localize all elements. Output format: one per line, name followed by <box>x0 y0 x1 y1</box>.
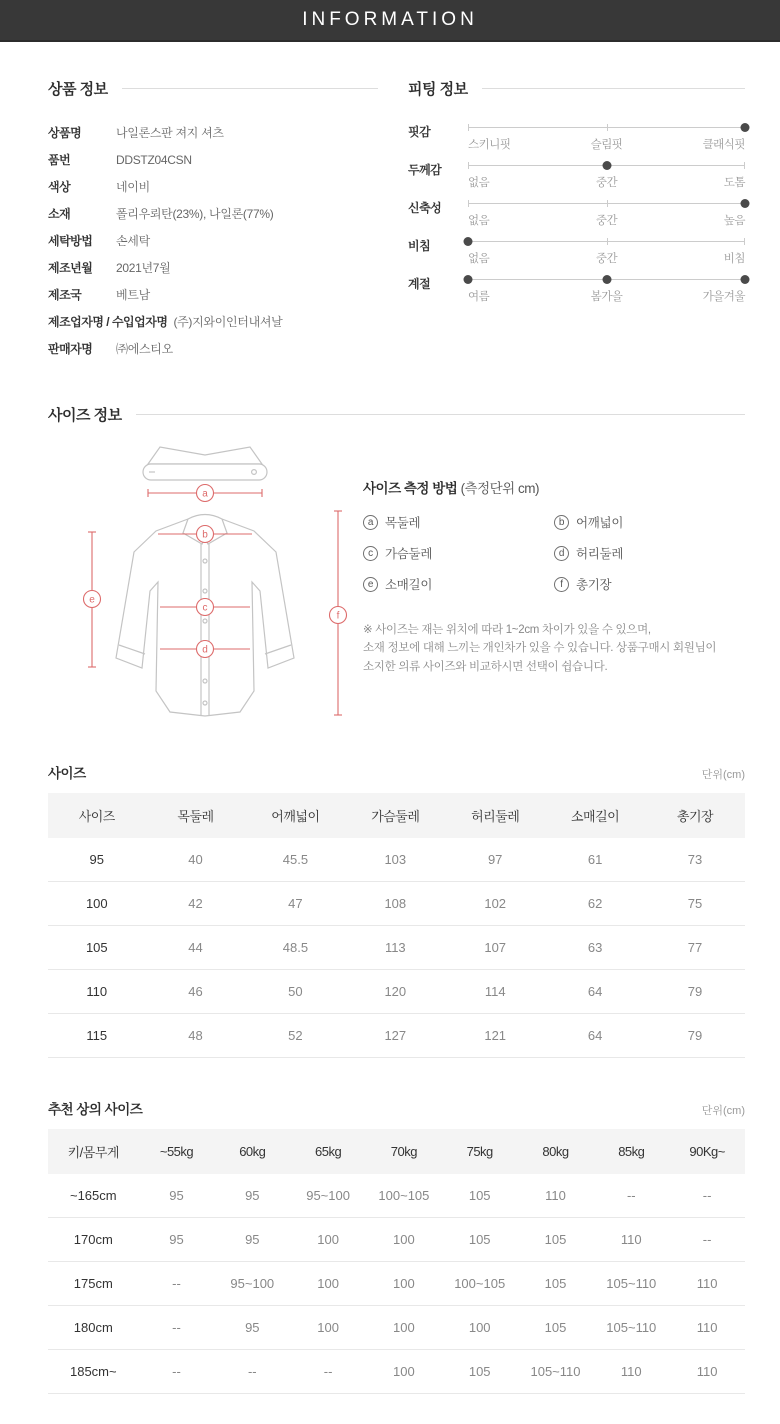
table-cell: -- <box>669 1174 745 1218</box>
fitting-option-label: 중간 <box>595 215 618 227</box>
fitting-option-label: 비침 <box>723 253 745 265</box>
legend-label: 총기장 <box>576 578 612 592</box>
table-cell: 105 <box>442 1218 518 1262</box>
table-header-row <box>48 1129 745 1174</box>
product-info-header <box>48 78 378 99</box>
slider-tick <box>607 200 608 207</box>
slider-dot <box>602 275 611 284</box>
table-cell: 61 <box>545 838 645 882</box>
table-cell: 40 <box>146 838 246 882</box>
fitting-option-labels <box>468 250 745 265</box>
fitting-info-title: 피팅 정보 <box>408 81 468 98</box>
table-cell: 105 <box>518 1306 594 1350</box>
table-cell: 79 <box>645 970 745 1014</box>
table-cell: 79 <box>645 1014 745 1058</box>
slider-dot <box>464 275 473 284</box>
table-cell: -- <box>214 1350 290 1394</box>
divider-line <box>482 88 745 89</box>
table-row <box>48 1218 745 1262</box>
table-cell: 64 <box>545 1014 645 1058</box>
slider-dot <box>741 123 750 132</box>
product-info-label: 제조업자명 / 수입업자명 <box>48 314 168 329</box>
table-row-header-cell: 100 <box>48 882 146 926</box>
table-cell: 102 <box>445 882 545 926</box>
legend-key-circle-b: b <box>554 515 569 530</box>
fitting-slider-track <box>468 123 745 133</box>
table-cell: -- <box>290 1350 366 1394</box>
slider-dot <box>741 199 750 208</box>
fitting-category-label: 두께감 <box>408 163 442 177</box>
legend-item <box>363 544 554 562</box>
table-cell: 110 <box>669 1306 745 1350</box>
information-header-bar <box>0 0 780 42</box>
product-info-label: 제조년월 <box>48 260 93 275</box>
table-row <box>48 838 745 882</box>
table-cell: 48 <box>146 1014 246 1058</box>
table-cell: 100 <box>366 1350 442 1394</box>
table-column-header: 총기장 <box>645 793 745 838</box>
fitting-slider <box>468 161 745 189</box>
measure-b-letter: b <box>202 529 208 541</box>
table-cell: 64 <box>545 970 645 1014</box>
product-info-row <box>48 335 378 362</box>
table-row-header-cell: ~165cm <box>48 1174 139 1218</box>
table-row <box>48 1306 745 1350</box>
table-row <box>48 1350 745 1394</box>
table-cell: 120 <box>345 970 445 1014</box>
product-info-label: 제조국 <box>48 287 82 302</box>
page-title: INFORMATION <box>302 9 478 30</box>
table-cell: 100 <box>290 1306 366 1350</box>
fitting-slider <box>468 199 745 227</box>
fitting-option-label: 슬림핏 <box>590 139 623 151</box>
table-column-header: 80kg <box>518 1129 594 1174</box>
table-cell: 63 <box>545 926 645 970</box>
product-info-label: 품번 <box>48 152 71 167</box>
product-info-row <box>48 227 378 254</box>
fitting-category-label: 비침 <box>408 239 431 253</box>
product-info-value: ㈜에스티오 <box>116 341 173 356</box>
divider-line <box>136 414 745 415</box>
product-info-row <box>48 200 378 227</box>
table-cell: 105 <box>442 1350 518 1394</box>
table-cell: 121 <box>445 1014 545 1058</box>
size-table-head <box>48 762 745 782</box>
table-cell: 52 <box>245 1014 345 1058</box>
table-row-header-cell: 180cm <box>48 1306 139 1350</box>
table-cell: 95~100 <box>290 1174 366 1218</box>
table-cell: 50 <box>245 970 345 1014</box>
table-row <box>48 970 745 1014</box>
fitting-option-label: 도톰 <box>723 177 745 189</box>
product-info-value: 2021년7월 <box>116 260 171 275</box>
legend-key-circle-a: a <box>363 515 378 530</box>
table-column-header: 60kg <box>214 1129 290 1174</box>
product-info-row <box>48 173 378 200</box>
legend-label: 목둘레 <box>385 516 421 530</box>
size-table-unit: 단위(cm) <box>701 769 745 781</box>
page-content <box>0 78 780 1424</box>
measure-d-letter: d <box>202 644 208 656</box>
legend-label: 허리둘레 <box>576 547 624 561</box>
product-info-label: 판매자명 <box>48 341 93 356</box>
table-row <box>48 1174 745 1218</box>
table-row-header-cell: 110 <box>48 970 146 1014</box>
shirt-diagram-wrap <box>48 439 363 722</box>
measure-method-title <box>363 477 745 497</box>
table-cell: 110 <box>669 1262 745 1306</box>
fitting-rows <box>408 123 745 303</box>
fitting-option-label: 없음 <box>468 177 490 189</box>
fitting-row <box>408 237 745 265</box>
table-cell: 100~105 <box>366 1174 442 1218</box>
table-row-header-cell: 95 <box>48 838 146 882</box>
table-cell: 77 <box>645 926 745 970</box>
slider-tick <box>744 162 745 169</box>
table-column-header: 허리둘레 <box>445 793 545 838</box>
table-cell: 46 <box>146 970 246 1014</box>
table-cell: 100 <box>290 1218 366 1262</box>
table-cell: 105 <box>518 1262 594 1306</box>
table-cell: 48.5 <box>245 926 345 970</box>
fitting-row <box>408 123 745 151</box>
fitting-option-label: 봄가을 <box>590 291 623 303</box>
table-cell: 110 <box>669 1350 745 1394</box>
table-column-header: 70kg <box>366 1129 442 1174</box>
table-cell: 62 <box>545 882 645 926</box>
fitting-row <box>408 275 745 303</box>
product-info-value: 네이비 <box>116 179 150 194</box>
product-info-value: 나일론스판 져지 셔츠 <box>116 125 224 140</box>
slider-tick <box>744 238 745 245</box>
recommend-table-unit: 단위(cm) <box>701 1105 745 1117</box>
table-cell: 95 <box>214 1218 290 1262</box>
recommend-table-head <box>48 1098 745 1118</box>
product-info-title: 상품 정보 <box>48 81 108 98</box>
table-row <box>48 882 745 926</box>
table-cell: 100 <box>366 1218 442 1262</box>
table-column-header: 어깨넓이 <box>245 793 345 838</box>
table-cell: 95 <box>139 1218 215 1262</box>
product-info-label: 색상 <box>48 179 71 194</box>
table-cell: 105 <box>442 1174 518 1218</box>
table-row <box>48 926 745 970</box>
table-cell: -- <box>139 1262 215 1306</box>
table-cell: -- <box>593 1174 669 1218</box>
table-cell: 114 <box>445 970 545 1014</box>
product-info-section <box>48 78 378 362</box>
fitting-slider-track <box>468 199 745 209</box>
table-cell: 45.5 <box>245 838 345 882</box>
table-column-header: 가슴둘레 <box>345 793 445 838</box>
fitting-option-label: 스키니핏 <box>468 139 511 151</box>
product-info-value: 폴리우뢰탄(23%), 나일론(77%) <box>116 206 274 221</box>
table-column-header: 65kg <box>290 1129 366 1174</box>
table-column-header: ~55kg <box>139 1129 215 1174</box>
fitting-option-labels <box>468 288 745 303</box>
divider-line <box>122 88 378 89</box>
table-cell: 97 <box>445 838 545 882</box>
fitting-slider-track <box>468 161 745 171</box>
top-sections <box>48 78 745 362</box>
fitting-row <box>408 199 745 227</box>
product-info-label: 세탁방법 <box>48 233 93 248</box>
fitting-option-labels <box>468 174 745 189</box>
slider-tick <box>468 124 469 131</box>
fitting-slider <box>468 237 745 265</box>
product-info-row <box>48 254 378 281</box>
table-row-header-cell: 115 <box>48 1014 146 1058</box>
fitting-option-label: 여름 <box>468 291 490 303</box>
size-note-line: 소지한 의류 사이즈와 비교하시면 선택이 쉽습니다. <box>363 660 608 673</box>
table-cell: 47 <box>245 882 345 926</box>
table-cell: 110 <box>518 1174 594 1218</box>
table-cell: 42 <box>146 882 246 926</box>
table-cell: 103 <box>345 838 445 882</box>
table-cell: 107 <box>445 926 545 970</box>
table-row-header-cell: 185cm~ <box>48 1350 139 1394</box>
table-cell: 95 <box>214 1174 290 1218</box>
fitting-info-section <box>408 78 745 362</box>
table-cell: 95 <box>139 1174 215 1218</box>
measure-method-unit: (측정단위 cm) <box>460 481 539 496</box>
table-row-header-cell: 175cm <box>48 1262 139 1306</box>
product-info-row <box>48 308 378 335</box>
fitting-option-label: 높음 <box>723 215 745 227</box>
table-row <box>48 1262 745 1306</box>
fitting-option-labels <box>468 212 745 227</box>
fitting-slider <box>468 123 745 151</box>
table-cell: 100 <box>290 1262 366 1306</box>
product-info-row <box>48 119 378 146</box>
fitting-category-label: 신축성 <box>408 201 442 215</box>
fitting-option-label: 없음 <box>468 253 490 265</box>
table-cell: 100 <box>366 1306 442 1350</box>
size-note <box>363 621 745 676</box>
measure-a-letter: a <box>202 488 208 500</box>
collar-top-outline <box>148 447 262 464</box>
legend-item <box>554 575 745 593</box>
product-info-label: 상품명 <box>48 125 82 140</box>
table-cell: 100 <box>442 1306 518 1350</box>
table-column-header: 키/몸무게 <box>48 1129 139 1174</box>
table-cell: 105~110 <box>518 1350 594 1394</box>
slider-dot <box>464 237 473 246</box>
table-cell: 105 <box>518 1218 594 1262</box>
product-info-rows <box>48 119 378 362</box>
fitting-row <box>408 161 745 189</box>
fitting-category-label: 핏감 <box>408 125 431 139</box>
product-info-value: (주)지와이인터내셔날 <box>173 314 283 329</box>
fitting-category-label: 계절 <box>408 277 431 291</box>
size-info-section <box>48 404 745 722</box>
measure-f-letter: f <box>336 610 340 622</box>
shirt-diagram <box>48 439 363 717</box>
legend-key-circle-e: e <box>363 577 378 592</box>
slider-dot <box>602 161 611 170</box>
collar-band-outline <box>143 464 267 480</box>
table-row-header-cell: 170cm <box>48 1218 139 1262</box>
product-info-value: DDSTZ04CSN <box>116 152 192 167</box>
legend-item <box>363 513 554 531</box>
fitting-option-label: 없음 <box>468 215 490 227</box>
legend-label: 소매길이 <box>385 578 433 592</box>
size-table-title: 사이즈 <box>48 766 86 781</box>
table-cell: -- <box>139 1350 215 1394</box>
measure-method-title-text: 사이즈 측정 방법 <box>363 481 458 496</box>
legend-key-circle-c: c <box>363 546 378 561</box>
slider-tick <box>468 200 469 207</box>
table-cell: 105~110 <box>593 1306 669 1350</box>
product-info-value: 손세탁 <box>116 233 150 248</box>
legend-label: 가슴둘레 <box>385 547 433 561</box>
slider-dot <box>741 275 750 284</box>
table-cell: 75 <box>645 882 745 926</box>
table-cell: 108 <box>345 882 445 926</box>
table-cell: 100~105 <box>442 1262 518 1306</box>
fitting-option-label: 중간 <box>595 177 618 189</box>
table-cell: 110 <box>593 1350 669 1394</box>
table-cell: -- <box>669 1218 745 1262</box>
measure-method <box>363 439 745 722</box>
size-info-header <box>48 404 745 425</box>
table-row <box>48 1014 745 1058</box>
recommend-table-title: 추천 상의 사이즈 <box>48 1102 143 1117</box>
product-info-row <box>48 146 378 173</box>
fitting-slider-track <box>468 237 745 247</box>
table-header-row <box>48 793 745 838</box>
table-cell: 95 <box>214 1306 290 1350</box>
table-cell: 105~110 <box>593 1262 669 1306</box>
fitting-option-label: 클래식핏 <box>702 139 745 151</box>
product-info-value: 베트남 <box>116 287 150 302</box>
table-column-header: 목둘레 <box>146 793 246 838</box>
measure-legend <box>363 513 745 593</box>
size-note-line: 소재 정보에 대해 느끼는 개인차가 있을 수 있습니다. 상품구매시 회원님이 <box>363 642 717 655</box>
size-table <box>48 793 745 1058</box>
recommend-table <box>48 1129 745 1394</box>
table-column-header: 75kg <box>442 1129 518 1174</box>
table-cell: 95~100 <box>214 1262 290 1306</box>
measure-e-letter: e <box>89 594 95 606</box>
measure-c-letter: c <box>202 602 208 614</box>
table-row-header-cell: 105 <box>48 926 146 970</box>
table-column-header: 사이즈 <box>48 793 146 838</box>
legend-key-circle-f: f <box>554 577 569 592</box>
fitting-slider-track <box>468 275 745 285</box>
size-table-section <box>48 762 745 1058</box>
size-info-title: 사이즈 정보 <box>48 407 122 424</box>
product-info-row <box>48 281 378 308</box>
size-info-body <box>48 439 745 722</box>
legend-item <box>363 575 554 593</box>
size-note-line: ※ 사이즈는 재는 위치에 따라 1~2cm 차이가 있을 수 있으며, <box>363 624 651 636</box>
fitting-slider <box>468 275 745 303</box>
slider-tick <box>607 238 608 245</box>
table-cell: 110 <box>593 1218 669 1262</box>
slider-tick <box>468 162 469 169</box>
fitting-option-label: 가을겨울 <box>702 291 745 303</box>
table-cell: 44 <box>146 926 246 970</box>
recommend-table-section <box>48 1098 745 1394</box>
fitting-info-header <box>408 78 745 99</box>
product-info-label: 소재 <box>48 206 71 221</box>
table-cell: 73 <box>645 838 745 882</box>
fitting-option-labels <box>468 136 745 151</box>
legend-item <box>554 544 745 562</box>
legend-label: 어깨넓이 <box>576 516 624 530</box>
fitting-option-label: 중간 <box>595 253 618 265</box>
table-cell: 113 <box>345 926 445 970</box>
legend-key-circle-d: d <box>554 546 569 561</box>
table-column-header: 90Kg~ <box>669 1129 745 1174</box>
table-cell: 127 <box>345 1014 445 1058</box>
table-cell: 100 <box>366 1262 442 1306</box>
table-column-header: 85kg <box>593 1129 669 1174</box>
table-cell: -- <box>139 1306 215 1350</box>
table-column-header: 소매길이 <box>545 793 645 838</box>
slider-tick <box>607 124 608 131</box>
legend-item <box>554 513 745 531</box>
